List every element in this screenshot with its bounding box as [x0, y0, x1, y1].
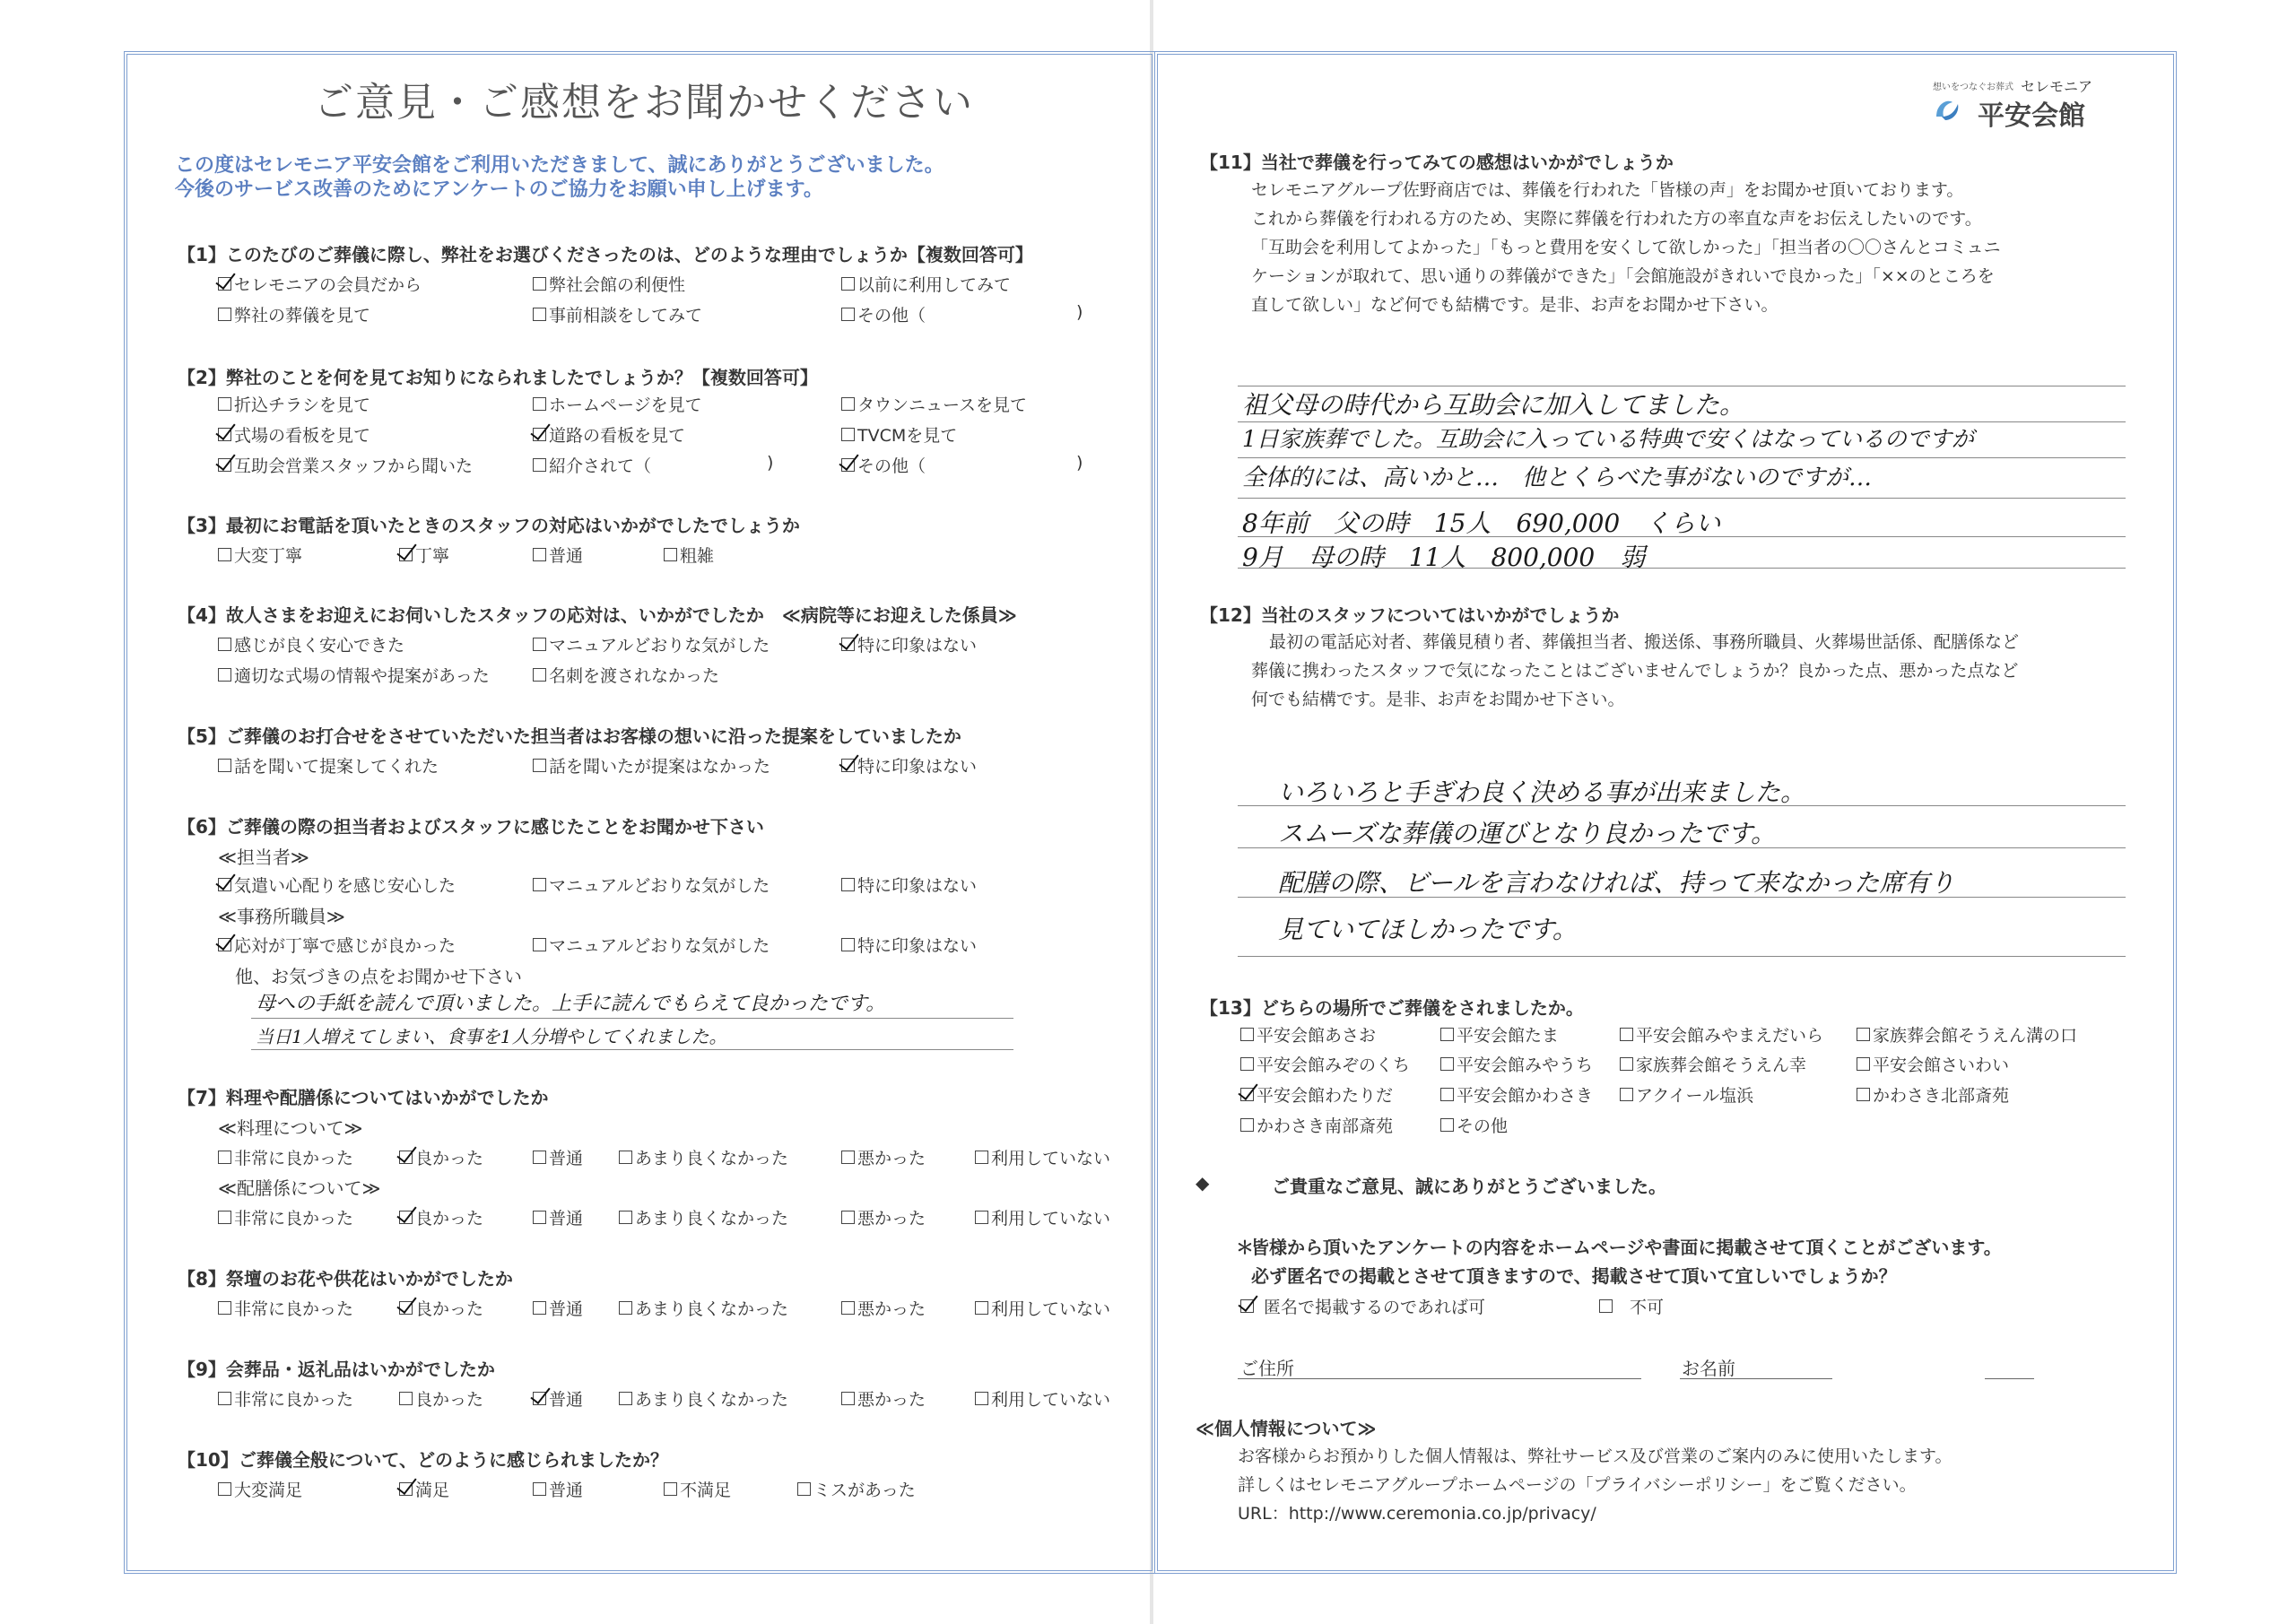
- q8-question: 【8】祭壇のお花や供花はいかがでしたか: [178, 1268, 513, 1290]
- q12-answer-handwriting: スムーズな葬儀の運びとなり良かったです。: [1278, 819, 1776, 848]
- checkbox-icon: [841, 938, 855, 951]
- q6-staff-label: ≪担当者≫: [218, 847, 309, 868]
- q6-office-label: ≪事務所職員≫: [218, 906, 345, 927]
- checkbox-icon: [399, 1392, 413, 1405]
- name-label: お名前: [1682, 1358, 1735, 1379]
- checkbox-icon: [1857, 1088, 1870, 1101]
- q8-option-good[interactable]: 良かった: [399, 1296, 483, 1320]
- q12-answer-handwriting: 見ていてほしかったです。: [1278, 915, 1578, 944]
- q13-option-mizonokuchi[interactable]: 平安会館みぞのくち: [1240, 1052, 1410, 1076]
- checkbox-icon: [218, 668, 231, 682]
- checkbox-icon: [533, 638, 546, 651]
- checkbox-icon: [533, 277, 546, 291]
- checkbox-icon: [399, 1482, 413, 1496]
- privacy-line: 詳しくはセレモニアグループホームページの「プライバシーポリシー」をご覧ください。: [1238, 1475, 1917, 1495]
- checkbox-icon: [619, 1301, 632, 1315]
- q11-answer-rule: [1238, 457, 2126, 458]
- q13-option-souen-mizonokuchi[interactable]: 家族葬会館そうえん溝の口: [1857, 1022, 2077, 1046]
- checkbox-icon: [841, 458, 855, 472]
- checkbox-icon: [533, 1301, 546, 1315]
- checkbox-icon: [218, 277, 231, 291]
- q7-food-option-normal[interactable]: 普通: [533, 1145, 583, 1169]
- q6-question: 【6】ご葬儀の際の担当者およびスタッフに感じたことをお聞かせ下さい: [178, 816, 764, 838]
- q13-option-kawasaki[interactable]: 平安会館かわさき: [1440, 1082, 1593, 1107]
- checkbox-icon: [533, 1482, 546, 1496]
- q6-comment-rule: [251, 1018, 1013, 1019]
- q11-description-line: セレモニアグループ佐野商店では、葬儀を行われた「皆様の声」をお聞かせ頂いております。: [1251, 180, 1964, 200]
- q1-option-convenience[interactable]: 弊社会館の利便性: [533, 272, 685, 296]
- privacy-line: お客様からお預かりした個人情報は、弊社サービス及び営業のご案内のみに使用いたします。: [1238, 1446, 1952, 1466]
- asterisk-icon: ＊: [1236, 1237, 1254, 1258]
- q6-staff-option-no-impression[interactable]: 特に印象はない: [841, 873, 977, 897]
- checkbox-icon: [218, 548, 231, 561]
- q7-question: 【7】料理や配膳係についてはいかがでしたか: [178, 1087, 549, 1108]
- q8-option-normal[interactable]: 普通: [533, 1296, 583, 1320]
- q3-option-very-polite[interactable]: 大変丁寧: [218, 543, 302, 567]
- q4-question: 【4】故人さまをお迎えにお伺いしたスタッフの応対は、いかがでしたか ≪病院等にお迎えした係員≫: [178, 604, 1017, 626]
- checkbox-icon: [841, 1392, 855, 1405]
- q13-option-asao[interactable]: 平安会館あさお: [1240, 1022, 1376, 1046]
- q12-answer-handwriting: 配膳の際、ビールを言わなければ、持って来なかった席有り: [1278, 868, 1955, 898]
- checkbox-icon: [1440, 1057, 1454, 1071]
- q7-service-option-not-good[interactable]: あまり良くなかった: [619, 1205, 788, 1229]
- q4-option-no-card[interactable]: 名刺を渡されなかった: [533, 663, 719, 687]
- q11-description-line: 「互助会を利用してよかった」「もっと費用を安くして欲しかった」「担当者の〇〇さんとコミュニ: [1251, 238, 2001, 257]
- name-field-end: [1985, 1378, 2034, 1379]
- q2-option-other[interactable]: その他（: [841, 453, 926, 477]
- q9-option-good[interactable]: 良かった: [399, 1386, 483, 1411]
- q11-answer-rule: [1238, 498, 2126, 499]
- q2-option-road-sign[interactable]: 道路の看板を見て: [533, 422, 685, 447]
- checkbox-icon: [218, 1301, 231, 1315]
- q6-office-option-manual[interactable]: マニュアルどおりな気がした: [533, 933, 770, 957]
- q10-option-normal[interactable]: 普通: [533, 1477, 583, 1501]
- name-field[interactable]: [1680, 1378, 1832, 1379]
- checkbox-icon: [1620, 1057, 1633, 1071]
- q5-option-no-proposal[interactable]: 話を聞いたが提案はなかった: [533, 753, 770, 777]
- checkbox-icon: [841, 759, 855, 772]
- q2-option-homepage[interactable]: ホームページを見て: [533, 392, 702, 416]
- q3-question: 【3】最初にお電話を頂いたときのスタッフの対応はいかがでしたでしょうか: [178, 515, 800, 536]
- checkbox-icon: [1857, 1057, 1870, 1071]
- q11-answer-handwriting: 全体的には、高いかと… 他とくらべた事がないのですが…: [1242, 465, 1873, 491]
- intro-line-1: この度はセレモニア平安会館をご利用いただきまして、誠にありがとうございました。: [175, 154, 944, 177]
- q11-description-line: これから葬儀を行われる方のため、実際に葬儀を行われた方の率直な声をお伝えしたいのです。: [1251, 209, 1982, 229]
- checkbox-icon: [841, 638, 855, 651]
- q7-service-option-bad[interactable]: 悪かった: [841, 1205, 926, 1229]
- q3-option-normal[interactable]: 普通: [533, 543, 583, 567]
- publish-disagree-option[interactable]: 不可: [1599, 1294, 1664, 1318]
- checkbox-icon: [664, 548, 677, 561]
- checkbox-icon: [399, 1151, 413, 1164]
- q3-option-rude[interactable]: 粗雑: [664, 543, 714, 567]
- q7-food-option-good[interactable]: 良かった: [399, 1145, 483, 1169]
- q1-option-previous[interactable]: 以前に利用してみて: [841, 272, 1011, 296]
- q12-description-line: 最初の電話応対者、葬儀見積り者、葬儀担当者、搬送係、事務所職員、火葬場世話係、配膳係など: [1269, 632, 2020, 652]
- q7-food-option-not-good[interactable]: あまり良くなかった: [619, 1145, 788, 1169]
- privacy-url-link[interactable]: URL：http://www.ceremonia.co.jp/privacy/: [1238, 1504, 1596, 1524]
- q2-option-town-news[interactable]: タウンニュースを見て: [841, 392, 1027, 416]
- q9-option-not-good[interactable]: あまり良くなかった: [619, 1386, 788, 1411]
- q13-option-souen-saiwai[interactable]: 家族葬会館そうえん幸: [1620, 1052, 1806, 1076]
- checkbox-icon: [218, 1151, 231, 1164]
- checkbox-icon: [1440, 1028, 1454, 1041]
- q2-referral-close: ): [767, 453, 774, 473]
- q12-answer-rule: [1238, 956, 2126, 957]
- checkbox-icon: [1240, 1057, 1254, 1071]
- checkbox-icon: [218, 1211, 231, 1224]
- q3-option-polite[interactable]: 丁寧: [399, 543, 449, 567]
- q9-question: 【9】会葬品・返礼品はいかがでしたか: [178, 1359, 495, 1380]
- q10-option-satisfied[interactable]: 満足: [399, 1477, 449, 1501]
- checkbox-icon: [533, 458, 546, 472]
- q6-comment-label: 他、お気づきの点をお聞かせ下さい: [235, 966, 522, 987]
- q5-option-listened[interactable]: 話を聞いて提案してくれた: [218, 753, 439, 777]
- q8-option-not-used[interactable]: 利用していない: [975, 1296, 1110, 1320]
- logo-tagline: 想いをつなぐお葬式: [1933, 83, 2013, 92]
- q11-question: 【11】当社で葬儀を行ってみての感想はいかがでしょうか: [1200, 152, 1674, 173]
- q10-option-dissatisfied[interactable]: 不満足: [664, 1477, 731, 1501]
- q9-option-normal[interactable]: 普通: [533, 1386, 583, 1411]
- checkbox-icon: [218, 308, 231, 321]
- checkbox-icon: [619, 1392, 632, 1405]
- q7-service-option-normal[interactable]: 普通: [533, 1205, 583, 1229]
- q2-question: 【2】弊社のことを何を見てお知りになられましたでしょうか？【複数回答可】: [178, 367, 818, 388]
- q13-option-hokubu-saien[interactable]: かわさき北部斎苑: [1857, 1082, 2009, 1107]
- q5-option-no-impression[interactable]: 特に印象はない: [841, 753, 977, 777]
- q6-office-option-no-impression[interactable]: 特に印象はない: [841, 933, 977, 957]
- checkbox-icon: [399, 548, 413, 561]
- publish-notice-2: 必ず匿名での掲載とさせて頂きますので、掲載させて頂いて宜しいでしょうか？: [1251, 1265, 1897, 1287]
- checkbox-icon: [975, 1392, 988, 1405]
- q13-question: 【13】どちらの場所でご葬儀をされましたか。: [1200, 997, 1584, 1019]
- checkbox-icon: [1240, 1028, 1254, 1041]
- checkbox-icon: [1620, 1088, 1633, 1101]
- q6-staff-option-manual[interactable]: マニュアルどおりな気がした: [533, 873, 770, 897]
- checkbox-icon: [218, 428, 231, 441]
- q1-option-saw-funeral[interactable]: 弊社の葬儀を見て: [218, 302, 370, 326]
- checkbox-icon: [533, 759, 546, 772]
- checkbox-icon: [533, 428, 546, 441]
- checkbox-icon: [975, 1151, 988, 1164]
- checkbox-icon: [841, 277, 855, 291]
- q5-question: 【5】ご葬儀のお打合せをさせていただいた担当者はお客様の想いに沿った提案をしていましたか: [178, 725, 961, 747]
- checkbox-icon: [1599, 1299, 1613, 1313]
- checkbox-icon: [797, 1482, 811, 1496]
- q9-option-excellent[interactable]: 非常に良かった: [218, 1386, 353, 1411]
- checkbox-icon: [841, 1211, 855, 1224]
- checkbox-icon: [533, 668, 546, 682]
- q1-option-other[interactable]: その他（: [841, 302, 926, 326]
- page-title: ご意見・ご感想をお聞かせください: [314, 80, 974, 126]
- checkbox-icon: [533, 1211, 546, 1224]
- q8-option-bad[interactable]: 悪かった: [841, 1296, 926, 1320]
- q13-option-nanbu-saien[interactable]: かわさき南部斎苑: [1240, 1113, 1393, 1137]
- q6-office-option-polite[interactable]: 応対が丁寧で感じが良かった: [218, 933, 456, 957]
- checkbox-icon: [533, 938, 546, 951]
- checkbox-icon: [399, 1211, 413, 1224]
- checkbox-icon: [841, 878, 855, 891]
- q12-description-line: 何でも結構です。是非、お声をお聞かせ下さい。: [1251, 690, 1625, 709]
- checkbox-icon: [841, 397, 855, 411]
- q11-answer-handwriting: 8年前 父の時 15人 690,000 くらい: [1242, 508, 1721, 538]
- q2-option-flyer[interactable]: 折込チラシを見て: [218, 392, 370, 416]
- logo-name: 平安会館: [1978, 100, 2085, 132]
- q2-option-referral[interactable]: 紹介されて（: [533, 453, 651, 477]
- checkbox-icon: [1240, 1088, 1254, 1101]
- checkbox-icon: [218, 759, 231, 772]
- checkbox-icon: [619, 1151, 632, 1164]
- closing-thanks: ご貴重なご意見、誠にありがとうございました。: [1272, 1176, 1666, 1197]
- q11-description-line: 直して欲しい」など何でも結構です。是非、お声をお聞かせ下さい。: [1251, 295, 1779, 315]
- q7-food-label: ≪料理について≫: [218, 1117, 363, 1139]
- q9-option-not-used[interactable]: 利用していない: [975, 1386, 1110, 1411]
- q7-service-label: ≪配膳係について≫: [218, 1177, 381, 1199]
- q2-other-close: ): [1076, 453, 1083, 473]
- q13-option-saiwai[interactable]: 平安会館さいわい: [1857, 1052, 2009, 1076]
- intro-line-2: 今後のサービス改善のためにアンケートのご協力をお願い申し上げます。: [175, 178, 823, 201]
- q9-option-bad[interactable]: 悪かった: [841, 1386, 926, 1411]
- q13-option-accueil-shiohama[interactable]: アクイール塩浜: [1620, 1082, 1753, 1107]
- q13-option-miyamaedaira[interactable]: 平安会館みやまえだいら: [1620, 1022, 1823, 1046]
- checkbox-icon: [664, 1482, 677, 1496]
- address-label: ご住所: [1240, 1358, 1294, 1379]
- q13-option-other[interactable]: その他: [1440, 1113, 1508, 1137]
- checkbox-icon: [218, 1392, 231, 1405]
- q13-option-miyauchi[interactable]: 平安会館みやうち: [1440, 1052, 1593, 1076]
- checkbox-icon: [841, 308, 855, 321]
- q6-staff-option-attentive[interactable]: 気遣い心配りを感じ安心した: [218, 873, 456, 897]
- publish-agree-option[interactable]: 匿名で掲載するのであれば可: [1240, 1294, 1485, 1318]
- checkbox-icon: [1440, 1088, 1454, 1101]
- checkbox-icon: [841, 1151, 855, 1164]
- publish-notice-1: 皆様から頂いたアンケートの内容をホームページや書面に掲載させて頂くことがございます。: [1251, 1237, 2002, 1258]
- q11-answer-handwriting: 9月 母の時 11人 800,000 弱: [1242, 543, 1646, 572]
- q2-option-tvcm[interactable]: TVCMを見て: [841, 422, 957, 447]
- q10-option-mistake[interactable]: ミスがあった: [797, 1477, 916, 1501]
- checkbox-icon: [533, 1392, 546, 1405]
- checkbox-icon: [533, 397, 546, 411]
- checkbox-icon: [533, 878, 546, 891]
- checkbox-icon: [841, 1301, 855, 1315]
- q1-option-consultation[interactable]: 事前相談をしてみて: [533, 302, 702, 326]
- checkbox-icon: [533, 548, 546, 561]
- q2-option-hall-sign[interactable]: 式場の看板を見て: [218, 422, 370, 447]
- checkbox-icon: [533, 1151, 546, 1164]
- q8-option-excellent[interactable]: 非常に良かった: [218, 1296, 353, 1320]
- privacy-title: ≪個人情報について≫: [1196, 1418, 1377, 1439]
- diamond-icon: ◆: [1196, 1172, 1210, 1194]
- q13-option-watarida[interactable]: 平安会館わたりだ: [1240, 1082, 1393, 1107]
- q6-comment-rule: [251, 1049, 1013, 1050]
- address-field[interactable]: [1238, 1378, 1641, 1379]
- checkbox-icon: [218, 397, 231, 411]
- q7-food-option-not-used[interactable]: 利用していない: [975, 1145, 1110, 1169]
- q7-service-option-excellent[interactable]: 非常に良かった: [218, 1205, 353, 1229]
- q1-option-member[interactable]: セレモニアの会員だから: [218, 272, 422, 296]
- checkbox-icon: [975, 1301, 988, 1315]
- checkbox-icon: [218, 458, 231, 472]
- q13-option-tama[interactable]: 平安会館たま: [1440, 1022, 1559, 1046]
- q12-answer-handwriting: いろいろと手ぎわ良く決める事が出来ました。: [1278, 777, 1806, 807]
- checkbox-icon: [218, 878, 231, 891]
- q4-option-proper-info[interactable]: 適切な式場の情報や提案があった: [218, 663, 490, 687]
- q7-food-option-bad[interactable]: 悪かった: [841, 1145, 926, 1169]
- checkbox-icon: [1620, 1028, 1633, 1041]
- q11-description-line: ケーションが取れて、思い通りの葬儀ができた」「会館施設がきれいで良かった」「××のところを: [1251, 266, 1995, 286]
- q11-answer-handwriting: 祖父母の時代から互助会に加入してました。: [1242, 390, 1745, 420]
- checkbox-icon: [1240, 1118, 1254, 1132]
- q10-option-very-satisfied[interactable]: 大変満足: [218, 1477, 302, 1501]
- q1-other-close: ): [1076, 302, 1083, 322]
- checkbox-icon: [399, 1301, 413, 1315]
- checkbox-icon: [975, 1211, 988, 1224]
- q4-option-manual[interactable]: マニュアルどおりな気がした: [533, 632, 770, 656]
- checkbox-icon: [619, 1211, 632, 1224]
- q11-answer-handwriting: 1日家族葬でした。互助会に入っている特典で安くはなっているのですが: [1242, 426, 1974, 452]
- checkbox-icon: [533, 308, 546, 321]
- q6-comment-handwriting: 当日1人増えてしまい、食事を1人分増やしてくれました。: [256, 1026, 727, 1047]
- q7-service-option-not-used[interactable]: 利用していない: [975, 1205, 1110, 1229]
- q2-option-sales-staff[interactable]: 互助会営業スタッフから聞いた: [218, 453, 473, 477]
- q10-question: 【10】ご葬儀全般について、どのように感じられましたか？: [178, 1449, 669, 1471]
- q4-option-reassuring[interactable]: 感じが良く安心できた: [218, 632, 404, 656]
- checkbox-icon: [841, 428, 855, 441]
- checkbox-icon: [218, 1482, 231, 1496]
- q4-option-no-impression[interactable]: 特に印象はない: [841, 632, 977, 656]
- q7-service-option-good[interactable]: 良かった: [399, 1205, 483, 1229]
- checkbox-icon: [218, 638, 231, 651]
- checkbox-icon: [1240, 1299, 1254, 1313]
- q1-question: 【1】このたびのご葬儀に際し、弊社をお選びくださったのは、どのような理由でしょうか【複数回答可】: [178, 244, 1033, 265]
- logo-mark-icon: [1933, 97, 1963, 124]
- checkbox-icon: [218, 938, 231, 951]
- logo-brand: セレモニア: [2021, 78, 2093, 95]
- q8-option-not-good[interactable]: あまり良くなかった: [619, 1296, 788, 1320]
- checkbox-icon: [1857, 1028, 1870, 1041]
- q12-question: 【12】当社のスタッフについてはいかがでしょうか: [1200, 604, 1620, 626]
- q12-description-line: 葬儀に携わったスタッフで気になったことはございませんでしょうか？良かった点、悪かった点など: [1251, 661, 2019, 681]
- q6-comment-handwriting: 母への手紙を読んで頂いました。上手に読んでもらえて良かったです。: [256, 993, 886, 1015]
- checkbox-icon: [1440, 1118, 1454, 1132]
- q7-food-option-excellent[interactable]: 非常に良かった: [218, 1145, 353, 1169]
